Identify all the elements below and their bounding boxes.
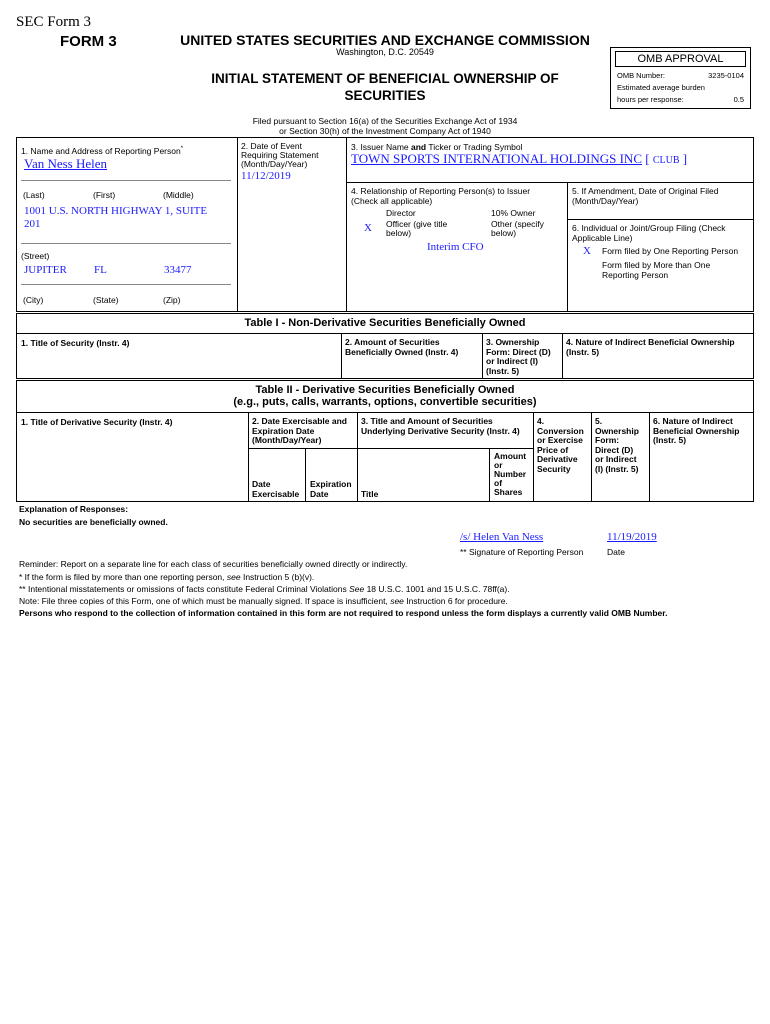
more-persons-label <box>602 261 710 280</box>
explanation-text: No securities are beneficially owned. <box>19 517 168 527</box>
street-line-1: 1001 U.S. NORTH HIGHWAY 1, SUITE <box>24 205 208 217</box>
copies-note-pre: Note: File three copies of this Form, one of which must be manually signed. If space is insufficient, <box>19 596 391 606</box>
t2-col6-1: 6. Nature of Indirect <box>653 416 733 426</box>
t2-col2-2: Expiration Date <box>252 425 315 436</box>
state-value: FL <box>94 264 107 276</box>
table-1-col-nature <box>566 338 735 357</box>
reporting-person-name[interactable]: Van Ness Helen <box>24 156 108 171</box>
ten-pct-owner-label: 10% Owner <box>491 208 536 218</box>
omb-approval-box <box>610 47 751 109</box>
city-value: JUPITER <box>24 264 67 276</box>
t1-col3-1: 3. Ownership <box>486 337 540 347</box>
t1-col3-3: or Indirect (I) <box>486 356 538 366</box>
box6-label-1: 6. Individual or Joint/Group Filing (Check <box>572 223 726 233</box>
omb-number-value: 3235-0104 <box>708 71 744 80</box>
last-label: (Last) <box>23 190 45 200</box>
street-label: (Street) <box>21 251 50 261</box>
t2-sub-expiration <box>310 480 352 499</box>
t2-sub-title: Title <box>361 489 379 499</box>
table-1-col-ownership <box>486 338 551 376</box>
form-title-line2: SECURITIES <box>344 88 426 103</box>
t2-title-1: Table II - Derivative Securities Beneficially Owned <box>255 384 515 396</box>
t2-sub-date-exercisable <box>252 480 299 499</box>
dstar-note-post: 18 U.S.C. 1001 and 15 U.S.C. 78ff(a). <box>364 584 510 594</box>
zip-value: 33477 <box>164 264 192 276</box>
signature-date[interactable]: 11/19/2019 <box>607 531 657 543</box>
box2-label-3: (Month/Day/Year) <box>241 159 308 169</box>
issuer-name[interactable]: TOWN SPORTS INTERNATIONAL HOLDINGS INC <box>351 151 642 166</box>
t2-col4-1: 4. <box>537 416 545 426</box>
t2-col5-4: Direct (D) <box>595 444 634 455</box>
more-persons-2: Reporting Person <box>602 269 669 280</box>
t2-col5-2: Ownership <box>595 425 639 436</box>
table-2-col-title: 1. Title of Derivative Security (Instr. 4) <box>21 417 173 427</box>
t2-col4-2: Conversion <box>537 425 584 436</box>
omb-number-label: OMB Number: <box>617 71 665 80</box>
t2-sub-amt-3: Number <box>494 469 527 479</box>
box4-label-1: 4. Relationship of Reporting Person(s) to Issuer <box>351 186 531 196</box>
t2-sub-amt-1: Amount <box>494 451 527 461</box>
t1-col2-2: Beneficially Owned (Instr. 4) <box>345 346 459 357</box>
agency-location: Washington, D.C. 20549 <box>336 47 434 57</box>
box3-label-pre: 3. Issuer Name <box>351 142 411 152</box>
officer-title: Interim CFO <box>427 241 484 253</box>
box5-label-2: (Month/Day/Year) <box>572 195 639 206</box>
box3-label-and: and <box>411 142 427 152</box>
form-title-line1: INITIAL STATEMENT OF BENEFICIAL OWNERSHIP OF <box>211 71 559 86</box>
t1-col2-1: 2. Amount of Securities <box>345 337 440 347</box>
copies-note-see: see <box>390 596 404 606</box>
table-2-col-nature <box>653 417 739 446</box>
box1-label-text: 1. Name and Address of Reporting Person <box>21 145 181 156</box>
t2-sub-date-2: Exercisable <box>252 488 300 499</box>
filed-pursuant <box>160 116 610 136</box>
explanation-label: Explanation of Responses: <box>19 504 129 514</box>
other-label-2: below) <box>491 228 517 238</box>
t2-sub-date-1: Date <box>252 479 271 489</box>
star-note-see: see <box>226 572 241 582</box>
t2-title-2: (e.g., puts, calls, warrants, options, convertible securities) <box>233 396 537 408</box>
t1-col3-2: Form: Direct (D) <box>486 346 551 357</box>
table-2-title <box>16 384 754 408</box>
table-1-title: Table I - Non-Derivative Securities Beneficially Owned <box>244 317 526 329</box>
box4-label-2: (Check all applicable) <box>351 195 433 206</box>
t2-col4-4: Price of <box>537 444 569 455</box>
ticker-bracket-close: ] <box>682 151 688 166</box>
agency-name: UNITED STATES SECURITIES AND EXCHANGE COMMISSION <box>180 32 590 48</box>
omb-hours-label: hours per response: <box>617 95 684 104</box>
t2-col2-3: (Month/Day/Year) <box>252 435 322 445</box>
box5-label-1: 5. If Amendment, Date of Original Filed <box>572 186 719 196</box>
ticker-symbol: CLUB <box>652 155 680 166</box>
t2-col5-3: Form: <box>595 435 620 445</box>
t2-sub-amt-4: of <box>494 478 503 488</box>
box4-label <box>351 187 530 206</box>
more-persons-1: Form filed by More than One <box>602 260 711 270</box>
t2-col5-1: 5. <box>595 416 603 426</box>
box6-label-2: Applicable Line) <box>572 232 633 243</box>
table-2-col-ownership <box>595 417 639 474</box>
dstar-note-pre: ** Intentional misstatements or omissions of facts constitute Federal Criminal Violations <box>19 584 350 594</box>
box1-label-mark: * <box>180 146 184 152</box>
table-2-col-conversion <box>537 417 584 474</box>
t2-col6-3: (Instr. 5) <box>653 435 687 445</box>
other-label-1: Other (specify <box>491 219 544 229</box>
box2-label-2: Requiring Statement <box>241 150 319 160</box>
omb-header: OMB APPROVAL <box>615 51 746 67</box>
t2-col6-2: Beneficial Ownership <box>653 425 740 436</box>
signature[interactable]: /s/ Helen Van Ness <box>460 531 544 543</box>
other-label <box>491 220 544 238</box>
table-2-col-dates <box>252 417 347 446</box>
first-label: (First) <box>93 190 116 200</box>
filed-line-1: Filed pursuant to Section 16(a) of the Securities Exchange Act of 1934 <box>252 116 518 126</box>
t2-col4-3: or Exercise <box>537 435 583 445</box>
box2-label <box>241 142 319 169</box>
filed-line-2: or Section 30(h) of the Investment Company Act of 1940 <box>279 126 491 136</box>
table-1-col-amount <box>345 338 458 357</box>
zip-label: (Zip) <box>163 295 181 305</box>
one-person-check-mark[interactable]: X <box>583 245 591 257</box>
form-title <box>195 70 575 104</box>
t2-sub-exp-1: Expiration <box>310 479 352 489</box>
box1-label <box>21 144 183 156</box>
table-1-col-title: 1. Title of Security (Instr. 4) <box>21 338 130 348</box>
t1-col3-4: (Instr. 5) <box>486 365 520 376</box>
t2-sub-amt-5: Shares <box>494 487 523 497</box>
t2-col5-5: or Indirect <box>595 454 637 464</box>
dstar-note-see: See <box>349 584 365 594</box>
t2-col2-1: 2. Date Exercisable and <box>252 416 347 426</box>
street-line-2: 201 <box>24 218 41 230</box>
state-label: (State) <box>93 295 119 305</box>
box3-label-post: Ticker or Trading Symbol <box>426 142 523 152</box>
t1-col4-2: (Instr. 5) <box>566 346 600 357</box>
sec-form-label: SEC Form 3 <box>16 14 92 30</box>
date-label: Date <box>607 547 625 557</box>
officer-check-mark[interactable]: X <box>364 222 372 234</box>
table-2-col-underlying <box>361 417 520 436</box>
star-note-pre: * If the form is filed by more than one reporting person, <box>19 572 227 582</box>
issuer-line <box>351 151 687 167</box>
city-label: (City) <box>23 295 44 305</box>
omb-persons-note: Persons who respond to the collection of information contained in this form are not required to respond unless the form displays a currently valid OMB Number. <box>19 608 668 618</box>
ticker-bracket-open: [ <box>645 151 650 166</box>
box2-label-1: 2. Date of Event <box>241 141 302 151</box>
t1-col4-1: 4. Nature of Indirect Beneficial Ownership <box>566 337 735 347</box>
box6-label <box>572 224 726 243</box>
omb-burden-label: Estimated average burden <box>617 83 705 92</box>
t2-col4-6: Security <box>537 463 571 474</box>
omb-hours-value: 0.5 <box>733 95 744 104</box>
copies-note <box>19 596 508 606</box>
middle-label: (Middle) <box>163 190 194 200</box>
copies-note-post: Instruction 6 for procedure. <box>403 596 508 606</box>
form-number: FORM 3 <box>60 33 117 50</box>
event-date: 11/12/2019 <box>241 170 291 182</box>
box5-label <box>572 187 718 206</box>
t2-sub-amount <box>494 452 526 497</box>
star-note <box>19 572 314 582</box>
street-address <box>24 205 207 231</box>
t2-sub-exp-2: Date <box>310 488 329 499</box>
director-label: Director <box>386 208 416 218</box>
t2-sub-amt-2: or <box>494 460 503 470</box>
reminder-note: Reminder: Report on a separate line for each class of securities beneficially owned directly or indirectly. <box>19 559 408 569</box>
double-star-note <box>19 584 510 594</box>
officer-label <box>386 220 447 238</box>
officer-label-1: Officer (give title <box>386 219 448 229</box>
star-note-post: Instruction 5 (b)(v). <box>240 572 315 582</box>
t2-col3-2: Underlying Derivative Security (Instr. 4) <box>361 425 520 436</box>
signature-label: ** Signature of Reporting Person <box>460 547 584 557</box>
officer-label-2: below) <box>386 228 412 238</box>
t2-col3-1: 3. Title and Amount of Securities <box>361 416 493 426</box>
one-person-label: Form filed by One Reporting Person <box>602 246 739 256</box>
t2-col5-6: (I) (Instr. 5) <box>595 463 639 474</box>
t2-col4-5: Derivative <box>537 454 578 464</box>
